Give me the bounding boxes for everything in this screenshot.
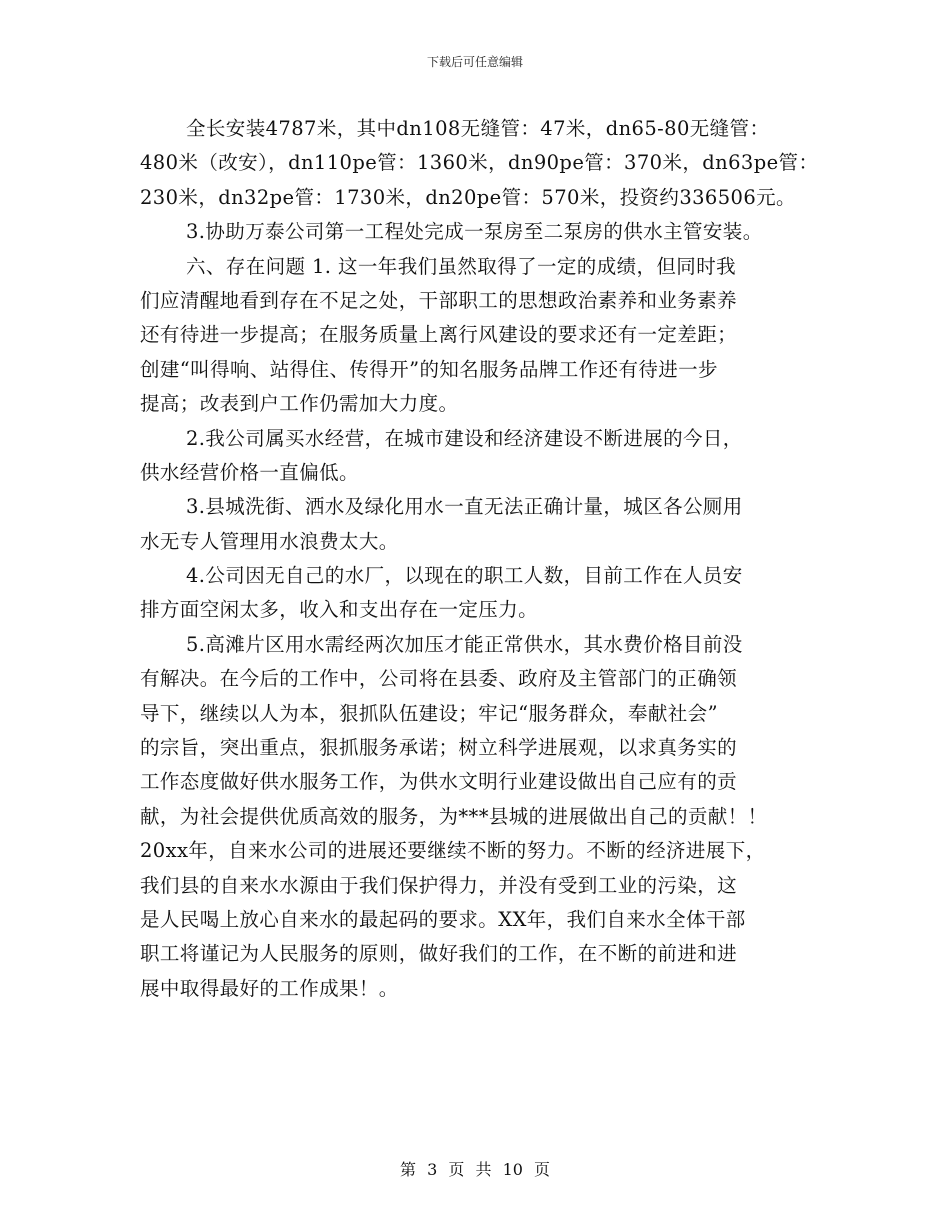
text-line: 水无专人管理用水浪费太大。 <box>140 529 399 553</box>
text-line: 480米（改安），dn110pe管：1360米，dn90pe管：370米，dn63pe管： <box>140 151 819 175</box>
footer-gong: 共 <box>475 1160 492 1179</box>
text-line: 3.协助万泰公司第一工程处完成一泵房至二泵房的供水主管安装。 <box>186 220 763 244</box>
text-line: 的宗旨，突出重点，狠抓服务承诺；树立科学进展观，以求真务实的 <box>140 736 738 760</box>
text-line: 20xx年，自来水公司的进展还要继续不断的努力。不断的经济进展下， <box>140 839 766 863</box>
text-line: 还有待进一步提高；在服务质量上离行风建设的要求还有一定差距； <box>140 323 738 347</box>
page-header <box>0 53 950 70</box>
text-line: 们应清醒地看到存在不足之处，干部职工的思想政治素养和业务素养 <box>140 288 738 312</box>
text-line: 230米，dn32pe管：1730米，dn20pe管：570米，投资约336506元。 <box>140 185 796 209</box>
text-line: 供水经营价格一直偏低。 <box>140 460 359 484</box>
text-line: 2.我公司属买水经营，在城市建设和经济建设不断进展的今日， <box>186 426 743 450</box>
text-line: 5.高滩片区用水需经两次加压才能正常供水，其水费价格目前没 <box>186 632 743 656</box>
footer-page-number: 3 <box>427 1160 438 1179</box>
text-line: 职工将谨记为人民服务的原则，做好我们的工作，在不断的前进和进 <box>140 942 738 966</box>
text-line: 3.县城洗街、洒水及绿化用水一直无法正确计量，城区各公厕用 <box>186 495 743 519</box>
page-footer <box>0 1157 950 1180</box>
text-line: 创建“叫得响、站得住、传得开”的知名服务品牌工作还有待进一步 <box>140 357 718 381</box>
header-text: 下载后可任意编辑 <box>426 55 523 69</box>
text-line: 排方面空闲太多，收入和支出存在一定压力。 <box>140 598 539 622</box>
text-line: 我们县的自来水水源由于我们保护得力，并没有受到工业的污染，这 <box>140 873 738 897</box>
footer-ye: 页 <box>448 1160 465 1179</box>
text-line: 4.公司因无自己的水厂，以现在的职工人数，目前工作在人员安 <box>186 564 743 588</box>
footer-di: 第 <box>399 1160 416 1179</box>
text-line: 全长安装4787米，其中dn108无缝管：47米，dn65-80无缝管： <box>186 117 770 140</box>
text-line: 展中取得最好的工作成果！。 <box>140 976 399 1000</box>
text-line: 献，为社会提供优质高效的服务，为***县城的进展做出自己的贡献！！ <box>140 804 768 828</box>
text-line: 工作态度做好供水服务工作，为供水文明行业建设做出自己应有的贡 <box>140 770 738 794</box>
footer-ye-2: 页 <box>534 1160 551 1179</box>
text-line: 导下，继续以人为本，狠抓队伍建设；牢记“服务群众，奉献社会” <box>140 701 718 725</box>
text-line: 是人民喝上放心自来水的最起码的要求。XX年，我们自来水全体干部 <box>140 907 746 931</box>
text-line: 有解决。在今后的工作中，公司将在县委、政府及主管部门的正确领 <box>140 667 738 691</box>
text-line: 六、存在问题 1. 这一年我们虽然取得了一定的成绩，但同时我 <box>186 254 737 278</box>
document-body <box>140 112 830 1006</box>
footer-total-pages: 10 <box>502 1160 523 1179</box>
text-line: 提高；改表到户工作仍需加大力度。 <box>140 392 459 416</box>
